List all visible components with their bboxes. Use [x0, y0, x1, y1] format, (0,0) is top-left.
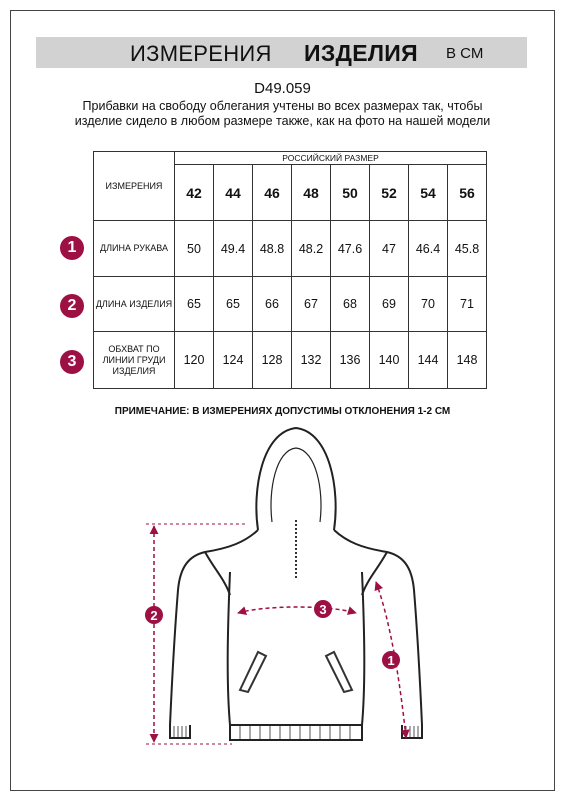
- table-cell: 144: [409, 332, 448, 389]
- table-cell: 50: [175, 221, 214, 277]
- table-row: [94, 277, 487, 332]
- table-cell: 136: [331, 332, 370, 389]
- table-cell: 71: [448, 277, 487, 332]
- size-header: 52: [370, 165, 409, 221]
- measure-arrow-icon: [146, 524, 245, 744]
- measure-arrow-icon: [238, 607, 356, 613]
- table-cell: 45.8: [448, 221, 487, 277]
- measure-header: ИЗМЕРЕНИЯ: [94, 152, 175, 221]
- table-cell: 65: [214, 277, 253, 332]
- table-cell: 128: [253, 332, 292, 389]
- size-header: 48: [292, 165, 331, 221]
- size-table: [93, 151, 487, 389]
- size-header: 56: [448, 165, 487, 221]
- marker-label-1: 1: [387, 653, 395, 668]
- table-cell: 67: [292, 277, 331, 332]
- ribbing: [174, 726, 418, 739]
- table-cell: 120: [175, 332, 214, 389]
- table-row: [94, 221, 487, 277]
- row-badge-1: 1: [60, 236, 84, 260]
- row-badge-3: 3: [60, 350, 84, 374]
- table-cell: 48.8: [253, 221, 292, 277]
- table-cell: 124: [214, 332, 253, 389]
- table-cell: 65: [175, 277, 214, 332]
- row-badge-2: 2: [60, 294, 84, 318]
- size-header: 42: [175, 165, 214, 221]
- row-label-product-length: ДЛИНА ИЗДЕЛИЯ: [94, 277, 175, 332]
- size-header: 54: [409, 165, 448, 221]
- row-label-chest-girth: ОБХВАТ ПО ЛИНИИ ГРУДИ ИЗДЕЛИЯ: [94, 332, 175, 389]
- row-label-sleeve-length: ДЛИНА РУКАВА: [94, 221, 175, 277]
- table-cell: 69: [370, 277, 409, 332]
- size-header: 50: [331, 165, 370, 221]
- marker-label-2: 2: [150, 608, 158, 623]
- tolerance-remark: ПРИМЕЧАНИЕ: В ИЗМЕРЕНИЯХ ДОПУСТИМЫ ОТКЛОНЕНИЯ 1-2 СМ: [114, 406, 451, 417]
- table-row: [94, 332, 487, 389]
- fit-note: Прибавки на свободу облегания учтены во всех размерах так, чтобы изделие сидело в любом размере также, как на фото на нашей модели: [74, 99, 491, 128]
- table-cell: 148: [448, 332, 487, 389]
- size-header: 46: [253, 165, 292, 221]
- table-cell: 70: [409, 277, 448, 332]
- article-code: D49.059: [254, 80, 311, 97]
- table-cell: 68: [331, 277, 370, 332]
- table-cell: 49.4: [214, 221, 253, 277]
- table-cell: 66: [253, 277, 292, 332]
- title-units: В СМ: [446, 45, 484, 62]
- title-measurements: ИЗМЕРЕНИЯ: [130, 41, 272, 66]
- size-group-header: РОССИЙСКИЙ РАЗМЕР: [175, 152, 487, 165]
- size-header: 44: [214, 165, 253, 221]
- table-cell: 48.2: [292, 221, 331, 277]
- marker-label-3: 3: [319, 602, 327, 617]
- title-bar: [36, 37, 527, 68]
- pocket-icon: [240, 652, 352, 692]
- table-cell: 132: [292, 332, 331, 389]
- table-cell: 47: [370, 221, 409, 277]
- table-cell: 46.4: [409, 221, 448, 277]
- table-cell: 140: [370, 332, 409, 389]
- hoodie-sketch-icon: [0, 420, 565, 800]
- hood-outline: [256, 428, 335, 530]
- title-product: ИЗДЕЛИЯ: [304, 40, 418, 66]
- table-cell: 47.6: [331, 221, 370, 277]
